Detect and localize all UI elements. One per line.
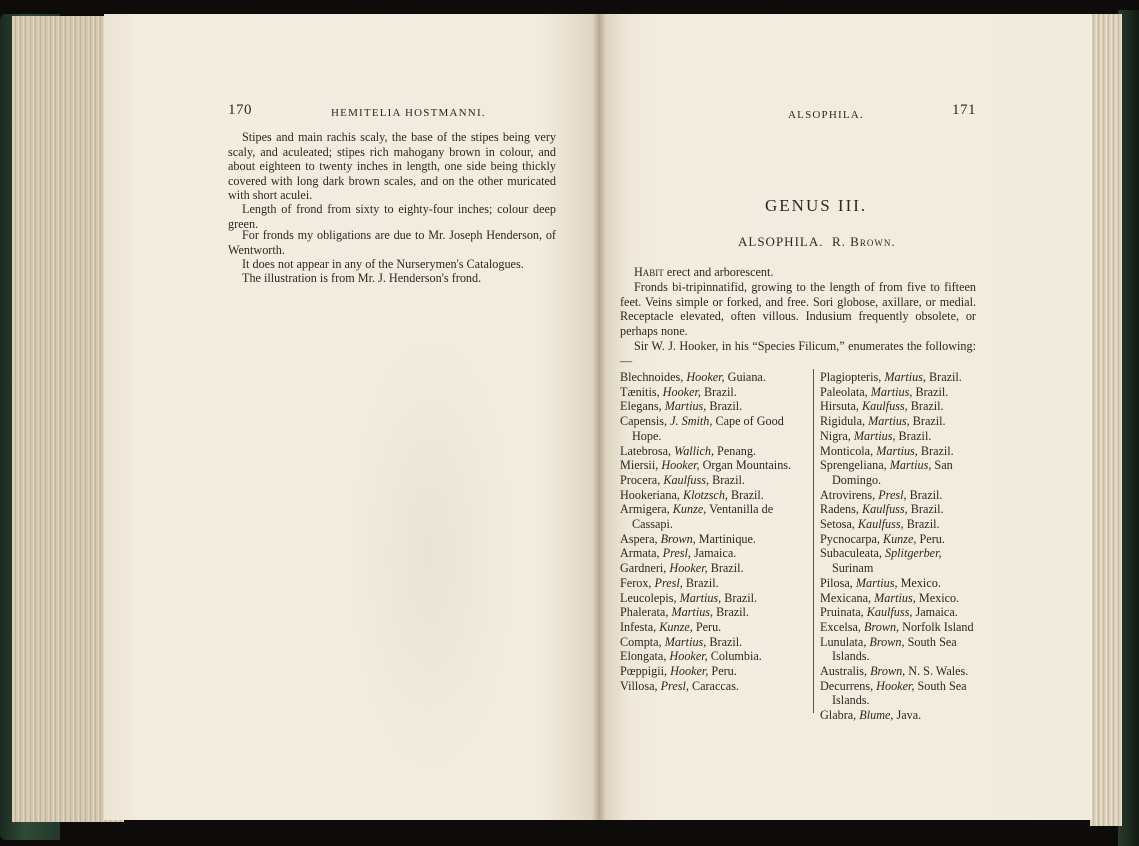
habit-label: Habit bbox=[634, 265, 664, 279]
species-author: Kaulfuss, bbox=[857, 517, 904, 532]
species-name: Gardneri, bbox=[620, 561, 667, 576]
species-author: Wallich, bbox=[674, 443, 714, 458]
species-name: Aspera, bbox=[620, 531, 658, 546]
species-entry bbox=[820, 370, 980, 385]
species-entry bbox=[620, 473, 806, 488]
book-gutter bbox=[592, 14, 606, 820]
species-name: Hookeriana, bbox=[620, 487, 680, 502]
species-name: Radens, bbox=[820, 502, 859, 517]
species-author: Hooker, bbox=[876, 678, 915, 693]
species-locality: Penang. bbox=[717, 443, 756, 458]
species-locality: Brazil. bbox=[731, 487, 764, 502]
left-paragraph-1: Stipes and main rachis scaly, the base of the stipes being very scaly, and aculeated; stipes rich mahogany brown in colour, and about eighteen to twenty inches in length, one side being thickly covered with long dark brown scales, and on the other muricated with short aculei. bbox=[228, 130, 556, 203]
genus-title bbox=[738, 234, 896, 250]
species-author: Martius, bbox=[876, 443, 918, 458]
species-locality: Caraccas. bbox=[691, 678, 739, 693]
species-name: Setosa, bbox=[820, 517, 855, 532]
species-entry bbox=[620, 458, 806, 473]
species-entry bbox=[820, 546, 980, 575]
species-entry bbox=[820, 708, 980, 723]
species-author: Martius, bbox=[874, 590, 916, 605]
species-locality: South Sea Islands. bbox=[832, 678, 967, 708]
species-name: Monticola, bbox=[820, 443, 874, 458]
species-author: Martius, bbox=[853, 428, 896, 443]
species-locality: Brazil. bbox=[703, 384, 737, 399]
species-author: Hooker, bbox=[661, 458, 700, 473]
species-locality: Brazil. bbox=[929, 370, 962, 384]
species-locality: Brazil. bbox=[910, 399, 944, 414]
species-name: Villosa, bbox=[620, 678, 658, 693]
right-paragraph-1: Fronds bi-tripinnatifid, growing to the length of from five to fifteen feet. Veins simple or forked, and free. Sori globose, axillare, or medial. Receptacle elevated, often villous. Indusium frequently obsolete, or perhaps none. bbox=[620, 280, 976, 338]
species-entry bbox=[820, 679, 980, 708]
species-author: Hooker, bbox=[686, 370, 725, 384]
species-name: Hirsuta, bbox=[820, 399, 859, 414]
species-locality: Columbia. bbox=[710, 649, 762, 664]
species-locality: Brazil. bbox=[709, 399, 743, 414]
species-name: Tænitis, bbox=[620, 384, 660, 399]
species-author: Kaulfuss, bbox=[861, 502, 908, 517]
species-author: Brown, bbox=[660, 531, 696, 546]
species-name: Pruinata, bbox=[820, 605, 864, 620]
species-name: Pycnocarpa, bbox=[820, 531, 880, 546]
species-locality: Brazil. bbox=[910, 502, 944, 517]
species-name: Compta, bbox=[620, 634, 662, 649]
genus-authority: R. Brown. bbox=[831, 234, 896, 249]
species-locality: Mexico. bbox=[918, 590, 960, 605]
species-locality: Cape of Good Hope. bbox=[632, 414, 784, 443]
right-paragraph-2: Sir W. J. Hooker, in his “Species Filicum,” enumerates the following:— bbox=[620, 339, 976, 368]
species-name: Pilosa, bbox=[820, 575, 853, 590]
species-author: Martius, bbox=[870, 384, 913, 399]
species-locality: Ventanilla de Cassapi. bbox=[632, 502, 774, 532]
species-entry bbox=[620, 546, 806, 561]
species-locality: Java. bbox=[896, 708, 922, 723]
species-entry bbox=[820, 414, 980, 429]
species-locality: Brazil. bbox=[920, 443, 954, 458]
species-entry bbox=[620, 561, 806, 576]
species-entry bbox=[620, 502, 806, 531]
species-locality: Brazil. bbox=[710, 561, 744, 576]
species-name: Nigra, bbox=[820, 428, 851, 443]
species-entry bbox=[820, 532, 980, 547]
species-entry bbox=[620, 576, 806, 591]
species-author: J. Smith, bbox=[670, 414, 713, 429]
species-author: Blume, bbox=[859, 708, 894, 723]
species-locality: Brazil. bbox=[912, 414, 946, 429]
species-locality: Brazil. bbox=[709, 634, 743, 649]
species-locality: Peru. bbox=[711, 664, 737, 679]
species-entry bbox=[620, 399, 806, 414]
bleed-through-illustration bbox=[339, 314, 519, 794]
species-name: Pœppigii, bbox=[620, 664, 668, 679]
genus-name: ALSOPHILA. bbox=[738, 234, 824, 249]
species-entry bbox=[820, 444, 980, 459]
species-name: Lunulata, bbox=[820, 634, 867, 649]
species-author: Kaulfuss, bbox=[861, 399, 908, 414]
species-name: Australis, bbox=[820, 664, 868, 679]
species-author: Martius, bbox=[664, 399, 707, 414]
species-name: Miersii, bbox=[620, 458, 659, 473]
species-entry bbox=[820, 605, 980, 620]
species-name: Excelsa, bbox=[820, 619, 861, 634]
species-name: Blechnoides, bbox=[620, 370, 684, 384]
species-entry bbox=[820, 635, 980, 664]
species-author: Martius, bbox=[884, 370, 926, 384]
species-locality: Brazil. bbox=[909, 487, 943, 502]
species-entry bbox=[820, 488, 980, 503]
species-locality: Organ Mountains. bbox=[702, 458, 792, 473]
species-name: Latebrosa, bbox=[620, 443, 672, 458]
species-locality: Brazil. bbox=[898, 428, 932, 443]
species-locality: Brazil. bbox=[685, 575, 719, 590]
species-locality: San Domingo. bbox=[832, 458, 953, 487]
species-locality: N. S. Wales. bbox=[908, 664, 969, 679]
species-name: Atrovirens, bbox=[820, 487, 876, 502]
species-locality: Guiana. bbox=[727, 370, 766, 384]
species-locality: Brazil. bbox=[915, 384, 949, 399]
species-entry bbox=[820, 576, 980, 591]
species-author: Hooker, bbox=[670, 664, 709, 679]
column-divider bbox=[813, 369, 814, 713]
species-entry bbox=[620, 635, 806, 650]
species-list-right bbox=[820, 370, 980, 723]
species-author: Hooker, bbox=[669, 561, 708, 576]
species-author: Hooker, bbox=[662, 384, 701, 399]
left-running-head: HEMITELIA HOSTMANNI. bbox=[331, 107, 486, 119]
species-author: Brown, bbox=[864, 619, 900, 634]
species-name: Elegans, bbox=[620, 399, 662, 414]
species-author: Kunze, bbox=[882, 531, 917, 546]
species-name: Armigera, bbox=[620, 502, 670, 517]
species-entry bbox=[620, 591, 806, 606]
left-paragraph-2: Length of frond from sixty to eighty-four inches; colour deep green. bbox=[228, 202, 556, 231]
species-entry bbox=[620, 649, 806, 664]
species-name: Phalerata, bbox=[620, 605, 669, 620]
species-entry bbox=[820, 620, 980, 635]
left-page-number: 170 bbox=[228, 102, 252, 118]
species-entry bbox=[620, 664, 806, 679]
species-entry bbox=[820, 502, 980, 517]
species-locality: Jamaica. bbox=[694, 546, 737, 561]
species-name: Infesta, bbox=[620, 619, 657, 634]
species-name: Leucolepis, bbox=[620, 590, 677, 605]
species-author: Martius, bbox=[679, 590, 722, 605]
species-entry bbox=[620, 679, 806, 694]
species-author: Kaulfuss, bbox=[866, 605, 913, 620]
species-entry bbox=[820, 591, 980, 606]
species-author: Martius, bbox=[664, 634, 707, 649]
species-name: Armata, bbox=[620, 546, 660, 561]
species-locality: Norfolk Island bbox=[902, 619, 974, 634]
species-name: Procera, bbox=[620, 472, 661, 487]
species-author: Kunze, bbox=[659, 619, 693, 634]
species-author: Martius, bbox=[855, 575, 898, 590]
species-entry bbox=[820, 429, 980, 444]
species-list-left bbox=[620, 370, 806, 693]
species-locality: Surinam bbox=[832, 561, 874, 576]
species-name: Sprengeliana, bbox=[820, 458, 887, 473]
species-author: Brown, bbox=[870, 664, 906, 679]
right-running-head: ALSOPHILA. bbox=[788, 109, 864, 121]
species-name: Subaculeata, bbox=[820, 546, 882, 561]
species-entry bbox=[820, 458, 980, 487]
species-name: Rigidula, bbox=[820, 414, 866, 429]
species-author: Kunze, bbox=[672, 502, 707, 517]
species-author: Kaulfuss, bbox=[663, 472, 710, 487]
species-locality: Mexico. bbox=[900, 575, 941, 590]
species-locality: Brazil. bbox=[716, 605, 749, 620]
species-author: Presl, bbox=[662, 546, 691, 561]
species-name: Elongata, bbox=[620, 649, 667, 664]
species-entry bbox=[820, 517, 980, 532]
species-name: Decurrens, bbox=[820, 678, 874, 693]
genus-heading: GENUS III. bbox=[765, 196, 868, 215]
species-name: Mexicana, bbox=[820, 590, 872, 605]
species-author: Presl, bbox=[654, 575, 683, 590]
species-author: Martius, bbox=[889, 458, 932, 473]
left-paragraph-5: The illustration is from Mr. J. Henderson's frond. bbox=[242, 271, 482, 285]
species-entry bbox=[820, 664, 980, 679]
species-entry bbox=[620, 414, 806, 443]
species-entry bbox=[820, 385, 980, 400]
species-name: Paleolata, bbox=[820, 384, 868, 399]
species-name: Capensis, bbox=[620, 414, 668, 429]
habit-line bbox=[620, 265, 976, 280]
species-locality: Brazil. bbox=[724, 590, 758, 605]
species-name: Ferox, bbox=[620, 575, 652, 590]
species-locality: South Sea Islands. bbox=[832, 634, 957, 664]
species-author: Presl, bbox=[660, 678, 689, 693]
species-locality: Jamaica. bbox=[915, 605, 958, 620]
species-entry bbox=[820, 399, 980, 414]
species-author: Presl, bbox=[878, 487, 907, 502]
species-author: Brown, bbox=[869, 634, 905, 649]
species-name: Plagiopteris, bbox=[820, 370, 882, 384]
species-author: Klotzsch, bbox=[682, 487, 728, 502]
right-page-number: 171 bbox=[952, 102, 976, 118]
species-entry bbox=[620, 620, 806, 635]
species-entry bbox=[620, 488, 806, 503]
species-locality: Martinique. bbox=[698, 531, 756, 546]
species-name: Glabra, bbox=[820, 708, 857, 723]
species-author: Martius, bbox=[671, 605, 714, 620]
page-edges-right bbox=[1090, 14, 1122, 826]
species-author: Hooker, bbox=[669, 649, 708, 664]
species-entry bbox=[620, 370, 806, 385]
species-author: Splitgerber, bbox=[884, 546, 942, 561]
species-entry bbox=[620, 385, 806, 400]
species-locality: Brazil. bbox=[712, 472, 745, 487]
species-entry bbox=[620, 605, 806, 620]
species-entry bbox=[620, 532, 806, 547]
left-paragraph-3: For fronds my obligations are due to Mr. Joseph Henderson, of Wentworth. bbox=[228, 228, 556, 257]
habit-text: erect and arborescent. bbox=[666, 265, 774, 279]
species-entry bbox=[620, 444, 806, 459]
species-author: Martius, bbox=[868, 414, 910, 429]
species-locality: Peru. bbox=[919, 531, 945, 546]
left-paragraph-4: It does not appear in any of the Nurserymen's Catalogues. bbox=[242, 257, 524, 271]
species-locality: Brazil. bbox=[906, 517, 940, 532]
species-locality: Peru. bbox=[695, 619, 722, 634]
